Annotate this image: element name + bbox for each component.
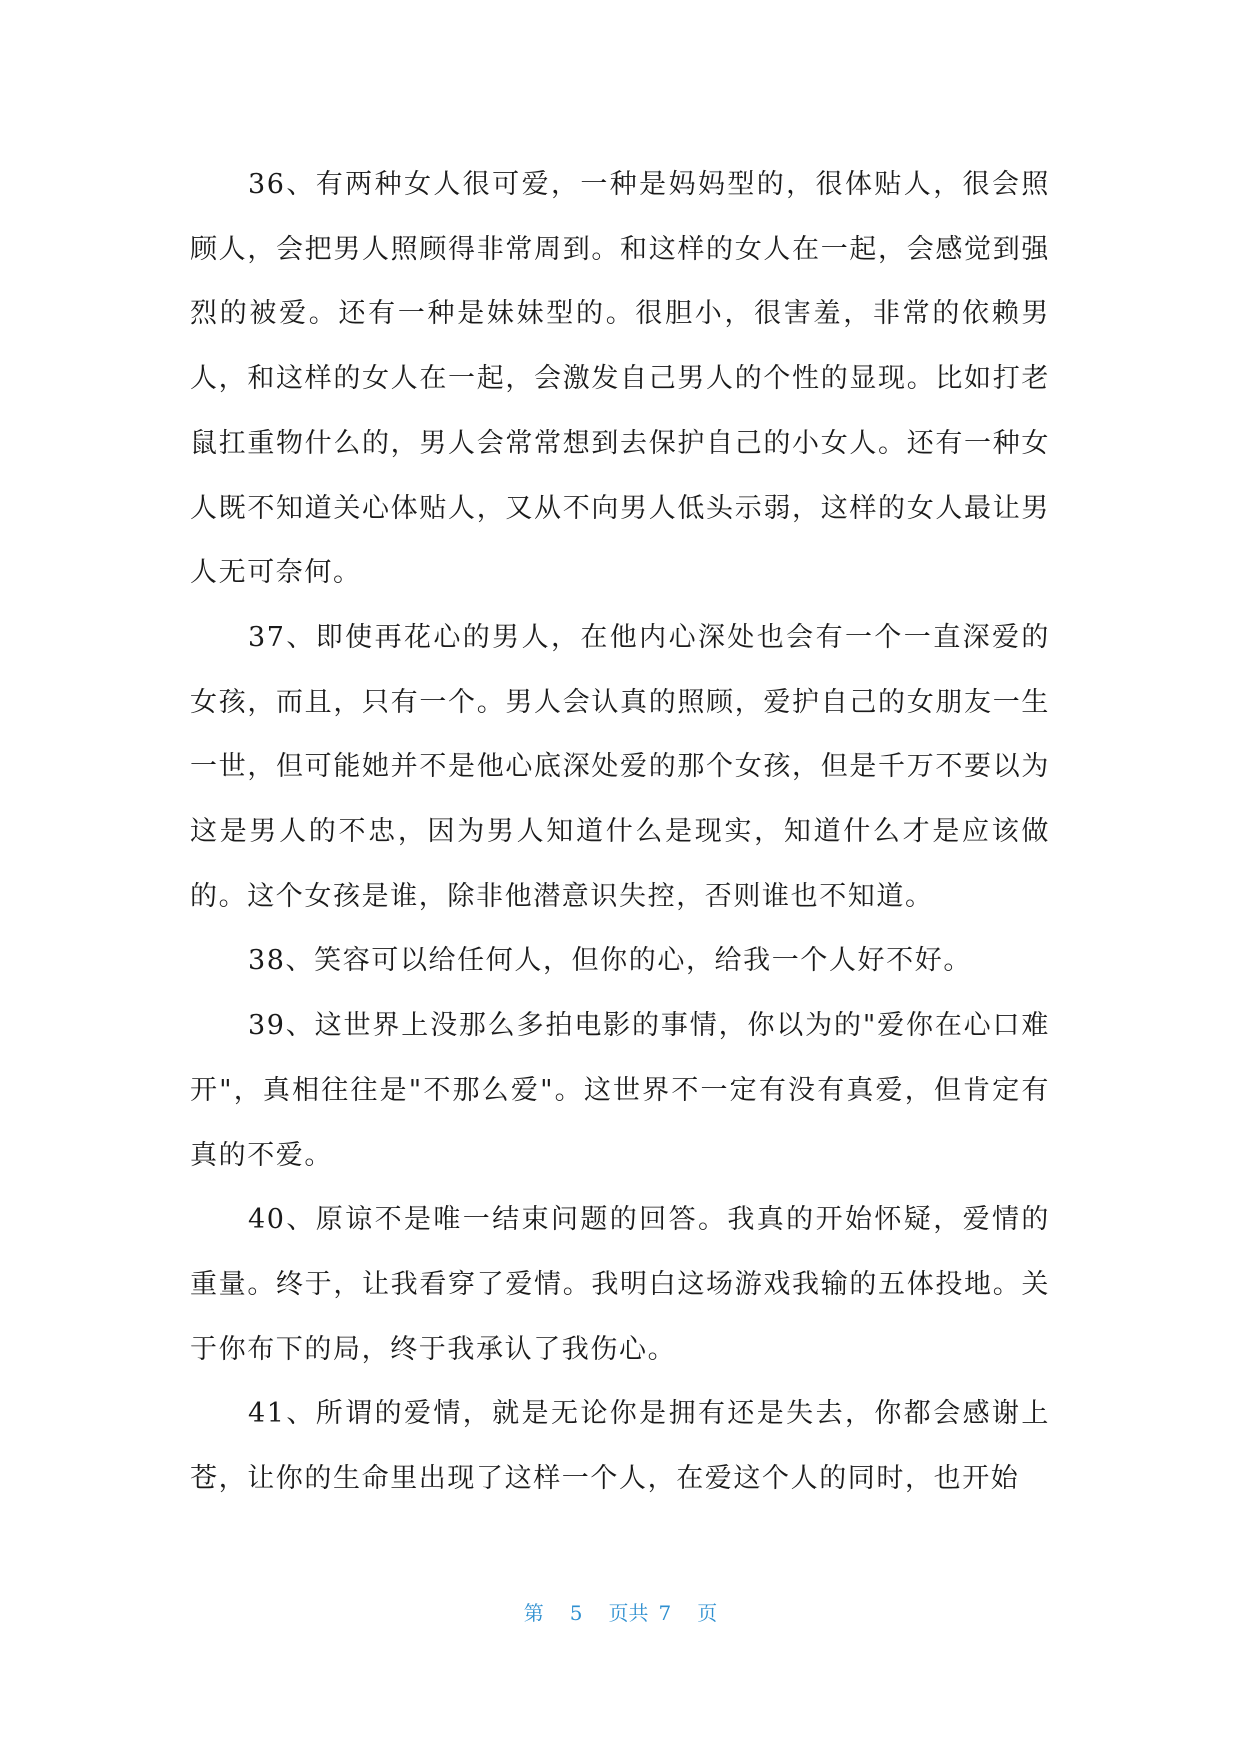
footer-total-pages: 7 [658,1601,672,1625]
paragraph-38: 38、笑容可以给任何人，但你的心，给我一个人好不好。 [248,945,972,977]
page-footer [0,1597,1241,1626]
footer-suffix: 页 [697,1601,718,1625]
document-body [190,153,1050,1512]
footer-middle: 页共 [608,1601,649,1625]
paragraph-39: 39、这世界上没那么多拍电影的事情，你以为的"爱你在心口难开"，真相往往是"不那么爱"。这世界不一定有没有真爱，但肯定有真的不爱。 [190,1010,1050,1171]
paragraph-36: 36、有两种女人很可爱，一种是妈妈型的，很体贴人，很会照顾人，会把男人照顾得非常周到。和这样的女人在一起，会感觉到强烈的被爱。还有一种是妹妹型的。很胆小，很害羞，非常的依赖男人，和这样的女人在一起，会激发自己男人的个性的显现。比如打老鼠扛重物什么的，男人会常常想到去保护自己的小女人。还有一种女人既不知道关心体贴人，又从不向男人低头示弱，这样的女人最让男人无可奈何。 [190,169,1050,589]
footer-page-number: 5 [569,1601,583,1625]
paragraph-40: 40、原谅不是唯一结束问题的回答。我真的开始怀疑，爱情的重量。终于，让我看穿了爱情。我明白这场游戏我输的五体投地。关于你布下的局，终于我承认了我伤心。 [190,1204,1050,1365]
paragraph-41: 41、所谓的爱情，就是无论你是拥有还是失去，你都会感谢上苍，让你的生命里出现了这样一个人，在爱这个人的同时，也开始 [190,1398,1050,1495]
paragraph-37: 37、即使再花心的男人，在他内心深处也会有一个一直深爱的女孩，而且，只有一个。男人会认真的照顾，爱护自己的女朋友一生一世，但可能她并不是他心底深处爱的那个女孩，但是千万不要以为这是男人的不忠，因为男人知道什么是现实，知道什么才是应该做的。这个女孩是谁，除非他潜意识失控，否则谁也不知道。 [190,621,1050,912]
footer-prefix: 第 [523,1601,544,1625]
